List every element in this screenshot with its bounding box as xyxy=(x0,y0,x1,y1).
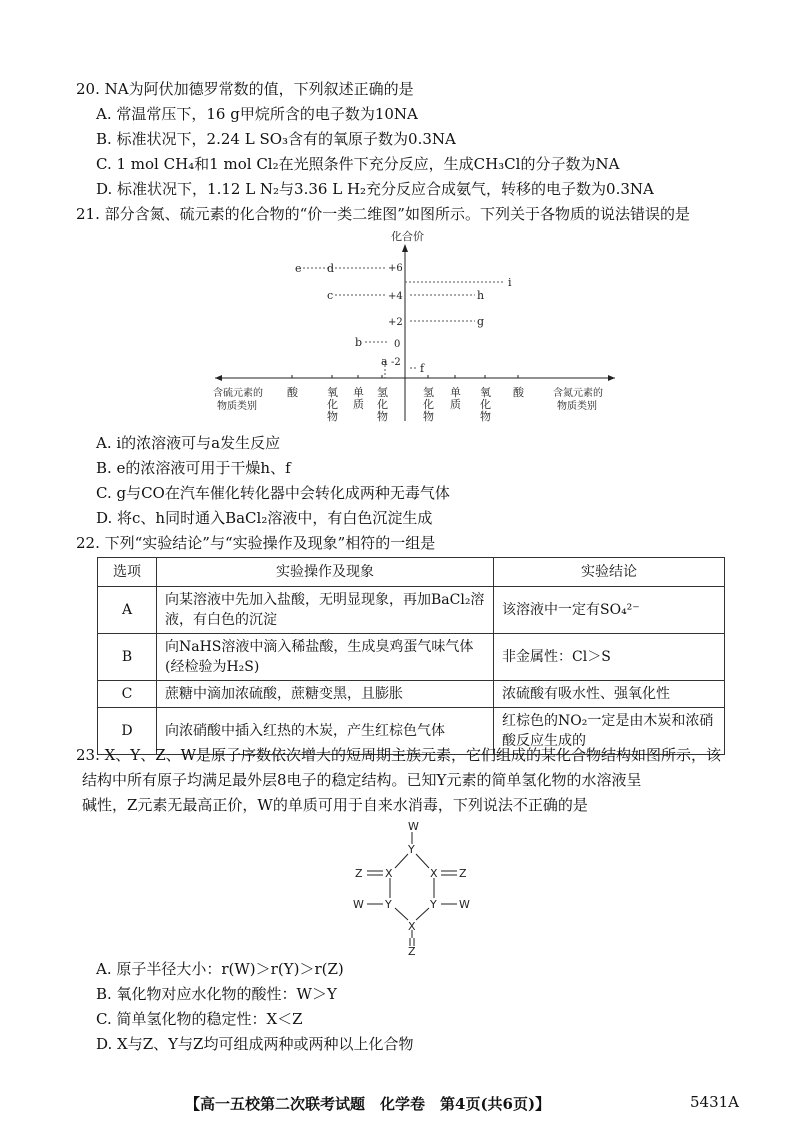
right-categories xyxy=(423,375,525,423)
category-char: 质 xyxy=(353,398,364,411)
point-label: c xyxy=(327,289,334,302)
category-char: 化 xyxy=(327,398,338,411)
cell: 蔗糖中滴加浓硫酸，蔗糖变黑，且膨胀 xyxy=(157,681,494,708)
col-header: 选项 xyxy=(98,558,157,587)
q21-stem: 21. 部分含氮、硫元素的化合物的“价一类二维图”如图所示。下列关于各物质的说法错误的是 xyxy=(76,205,690,223)
left-axis-label: 含硫元素的 xyxy=(213,388,263,399)
valence-tick: +4 xyxy=(388,291,403,302)
q20-option-a: A. 常温常压下，16 g甲烷所含的电子数为10NA xyxy=(96,105,418,123)
category-char: 物 xyxy=(327,410,338,423)
point-label: h xyxy=(477,289,485,302)
valence-tick: +2 xyxy=(388,317,403,328)
cell: C xyxy=(98,681,157,708)
valence-class-diagram xyxy=(205,226,625,426)
category-char: 物 xyxy=(480,410,491,423)
atom-label: X xyxy=(385,867,393,880)
category-char: 氧 xyxy=(480,386,491,399)
atom-label: Y xyxy=(385,898,392,911)
category-char: 氢 xyxy=(423,386,434,399)
cell: 非金属性：Cl＞S xyxy=(494,634,725,681)
atom-label: X xyxy=(408,920,416,933)
category-char: 化 xyxy=(480,398,491,411)
point-label: d xyxy=(327,262,335,275)
cell: 向浓硝酸中插入红热的木炭，产生红棕色气体 xyxy=(157,708,494,755)
atom-label: Y xyxy=(408,843,415,856)
cell: A xyxy=(98,587,157,634)
q23-stem-line: 结构中所有原子均满足最外层8电子的稳定结构。已知Y元素的简单氢化物的水溶液呈 xyxy=(82,771,642,789)
point-label: a xyxy=(381,355,388,368)
atom-label: W xyxy=(408,820,419,833)
atom-label: X xyxy=(430,867,438,880)
valence-tick: -2 xyxy=(391,357,401,368)
cell: 该溶液中一定有SO₄²⁻ xyxy=(494,587,725,634)
right-axis-label: 物质类别 xyxy=(557,401,597,412)
q20-option-d: D. 标准状况下，1.12 L N₂与3.36 L H₂充分反应合成氨气，转移的电子数为0.3NA xyxy=(96,180,654,198)
cell: B xyxy=(98,634,157,681)
point-label: f xyxy=(420,362,425,375)
q23-option-d: D. X与Z、Y与Z均可组成两种或两种以上化合物 xyxy=(96,1035,414,1053)
table-row xyxy=(98,681,725,708)
q20-stem: 20. NA为阿伏加德罗常数的值，下列叙述正确的是 xyxy=(76,80,414,98)
right-axis-label: 含氮元素的 xyxy=(553,388,603,399)
experiment-table xyxy=(97,557,725,755)
category-char: 酸 xyxy=(287,386,298,399)
category-char: 物 xyxy=(423,410,434,423)
atom-label: Z xyxy=(459,867,467,880)
left-categories xyxy=(287,375,388,423)
category-char: 氧 xyxy=(327,386,338,399)
cell: 向某溶液中先加入盐酸，无明显现象，再加BaCl₂溶液，有白色的沉淀 xyxy=(157,587,494,634)
q21-option-b: B. e的浓溶液可用于干燥h、f xyxy=(96,459,291,477)
cell: D xyxy=(98,708,157,755)
atom-label: W xyxy=(459,898,470,911)
q23-stem-line: 23. X、Y、Z、W是原子序数依次增大的短周期主族元素，它们组成的某化合物结构如图所示，该 xyxy=(76,746,722,764)
q21-option-c: C. g与CO在汽车催化转化器中会转化成两种无毒气体 xyxy=(96,484,450,502)
table-row xyxy=(98,587,725,634)
category-char: 氢 xyxy=(377,386,388,399)
atom-label: W xyxy=(353,898,364,911)
q21-option-a: A. i的浓溶液可与a发生反应 xyxy=(96,434,281,452)
valence-tick: +6 xyxy=(388,263,403,274)
q23-option-c: C. 简单氢化物的稳定性：X＜Z xyxy=(96,1010,303,1028)
category-char: 单 xyxy=(450,386,461,399)
col-header: 实验结论 xyxy=(494,558,725,587)
category-char: 化 xyxy=(377,398,388,411)
exam-code: 5431A xyxy=(690,1093,740,1111)
table-header-row xyxy=(98,558,725,587)
q23-stem-line: 碱性，Z元素无最高正价，W的单质可用于自来水消毒，下列说法不正确的是 xyxy=(82,796,588,814)
category-char: 化 xyxy=(423,398,434,411)
cell: 向NaHS溶液中滴入稀盐酸，生成臭鸡蛋气味气体(经检验为H₂S) xyxy=(157,634,494,681)
col-header: 实验操作及现象 xyxy=(157,558,494,587)
valence-tick: 0 xyxy=(394,339,401,350)
compound-structure xyxy=(345,820,485,955)
y-axis-title: 化合价 xyxy=(391,230,424,243)
q23-option-b: B. 氧化物对应水化物的酸性：W＞Y xyxy=(96,985,337,1003)
atom-label: Y xyxy=(430,898,437,911)
point-label: g xyxy=(477,315,485,328)
category-char: 物 xyxy=(377,410,388,423)
category-char: 单 xyxy=(353,386,364,399)
q23-option-a: A. 原子半径大小：r(W)＞r(Y)＞r(Z) xyxy=(96,960,344,978)
table-row xyxy=(98,634,725,681)
point-label: e xyxy=(295,262,302,275)
category-char: 酸 xyxy=(513,386,524,399)
q21-option-d: D. 将c、h同时通入BaCl₂溶液中，有白色沉淀生成 xyxy=(96,509,433,527)
point-label: b xyxy=(355,336,363,349)
cell: 红棕色的NO₂一定是由木炭和浓硝酸反应生成的 xyxy=(494,708,725,755)
atom-label: Z xyxy=(408,945,416,955)
cell: 浓硫酸有吸水性、强氧化性 xyxy=(494,681,725,708)
q22-stem: 22. 下列“实验结论”与“实验操作及现象”相符的一组是 xyxy=(76,534,436,552)
atom-label: Z xyxy=(355,867,363,880)
q20-option-c: C. 1 mol CH₄和1 mol Cl₂在光照条件下充分反应，生成CH₃Cl的分子数为NA xyxy=(96,155,620,173)
page-footer: 【高一五校第二次联考试题 化学卷 第4页(共6页)】 xyxy=(185,1095,551,1113)
left-axis-label: 物质类别 xyxy=(217,401,257,412)
category-char: 质 xyxy=(450,398,461,411)
point-label: i xyxy=(508,276,512,289)
q20-option-b: B. 标准状况下，2.24 L SO₃含有的氧原子数为0.3NA xyxy=(96,130,456,148)
